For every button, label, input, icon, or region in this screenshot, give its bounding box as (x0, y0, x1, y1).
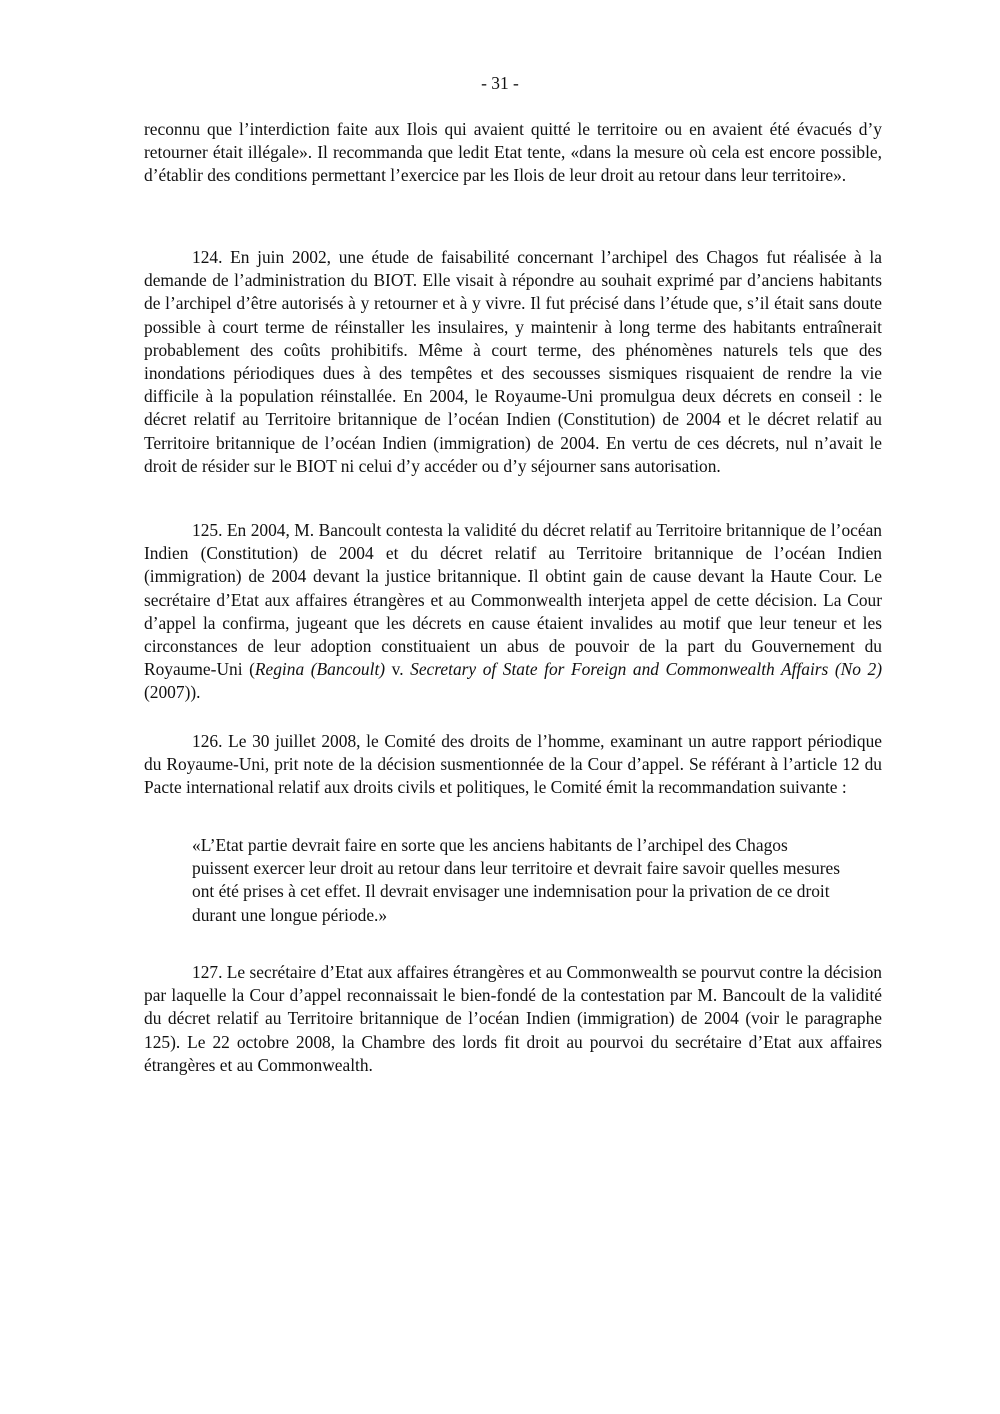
paragraph-126: 126. Le 30 juillet 2008, le Comité des droits de l’homme, examinant un autre rapport périodique du Royaume-Uni, prit note de la décision susmentionnée de la Cour d’appel. Se référant à l’article 12 du Pacte international relatif aux droits civils et politiques, le Comité émit la recommandation suivante : (144, 731, 882, 798)
case-name-regina-bancoult: Regina (Bancoult) (254, 659, 386, 680)
case-name-secretary-of-state: Secretary of State for Foreign and Commonwealth Affairs (No 2) (410, 659, 883, 680)
paragraph-123-continuation: reconnu que l’interdiction faite aux Ilois qui avaient quitté le territoire ou en avaient été évacués d’y retourner était illégale». Il recommanda que ledit Etat tente, «dans la mesure où cela est encore possible, d’établir des conditions permettant l’exercice par les Ilois de leur droit au retour dans leur territoire». (144, 119, 882, 186)
paragraph-125-text: 125. En 2004, M. Bancoult contesta la validité du décret relatif au Territoire britannique de l’océan Indien (Constitution) de 2004 et du décret relatif au Territoire britannique de l’océan Indien (immigration) de 2004 devant la justice britannique. Il obtint gain de cause devant la Haute Cour. Le secrétaire d’Etat aux affaires étrangères et au Commonwealth interjeta appel de cette décision. La Cour d’appel la confirma, jugeant que les décrets en cause étaient invalides au motif que leur teneur et les circonstances de leur adoption constituaient un abus de pouvoir de la part du Gouvernement du Royaume-Uni ( (144, 520, 882, 680)
page-number: - 31 - (481, 73, 519, 93)
case-year: (2007)). (144, 682, 201, 703)
case-versus: v. (385, 659, 411, 680)
block-quote: «L’Etat partie devrait faire en sorte que les anciens habitants de l’archipel des Chagos puissent exercer leur droit au retour dans leur territoire et devrait faire savoir quelles mesures ont été prises à cet effet. Il devrait envisager une indemnisation pour la privation de ce droit durant une longue période.» (192, 835, 841, 925)
paragraph-127: 127. Le secrétaire d’Etat aux affaires étrangères et au Commonwealth se pourvut contre la décision par laquelle la Cour d’appel reconnaissait le bien-fondé de la contestation par M. Bancoult de la validité du décret relatif au Territoire britannique de l’océan Indien (immigration) de 2004 (voir le paragraphe 125). Le 22 octobre 2008, la Chambre des lords fit droit au pourvoi du secrétaire d’Etat aux affaires étrangères et au Commonwealth. (144, 962, 882, 1075)
paragraph-124: 124. En juin 2002, une étude de faisabilité concernant l’archipel des Chagos fut réalisée à la demande de l’administration du BIOT. Elle visait à répondre au souhait exprimé par d’anciens habitants de l’archipel d’être autorisés à y retourner et à y vivre. Il fut précisé dans l’étude que, s’il était sans doute possible à court terme de réinstaller les insulaires, y maintenir à long terme des habitants entraînerait probablement des coûts prohibitifs. Même à court terme, des phénomènes naturels tels que des inondations périodiques dues à des tempêtes et des secousses sismiques risquaient de rendre la vie difficile à la population réinstallée. En 2004, le Royaume-Uni promulgua deux décrets en conseil : le décret relatif au Territoire britannique de l’océan Indien (Constitution) de 2004 et le décret relatif au Territoire britannique de l’océan Indien (immigration) de 2004. En vertu de ces décrets, nul n’avait le droit de résider sur le BIOT ni celui d’y accéder ou d’y séjourner sans autorisation. (144, 247, 882, 476)
paragraph-125 (144, 519, 882, 705)
